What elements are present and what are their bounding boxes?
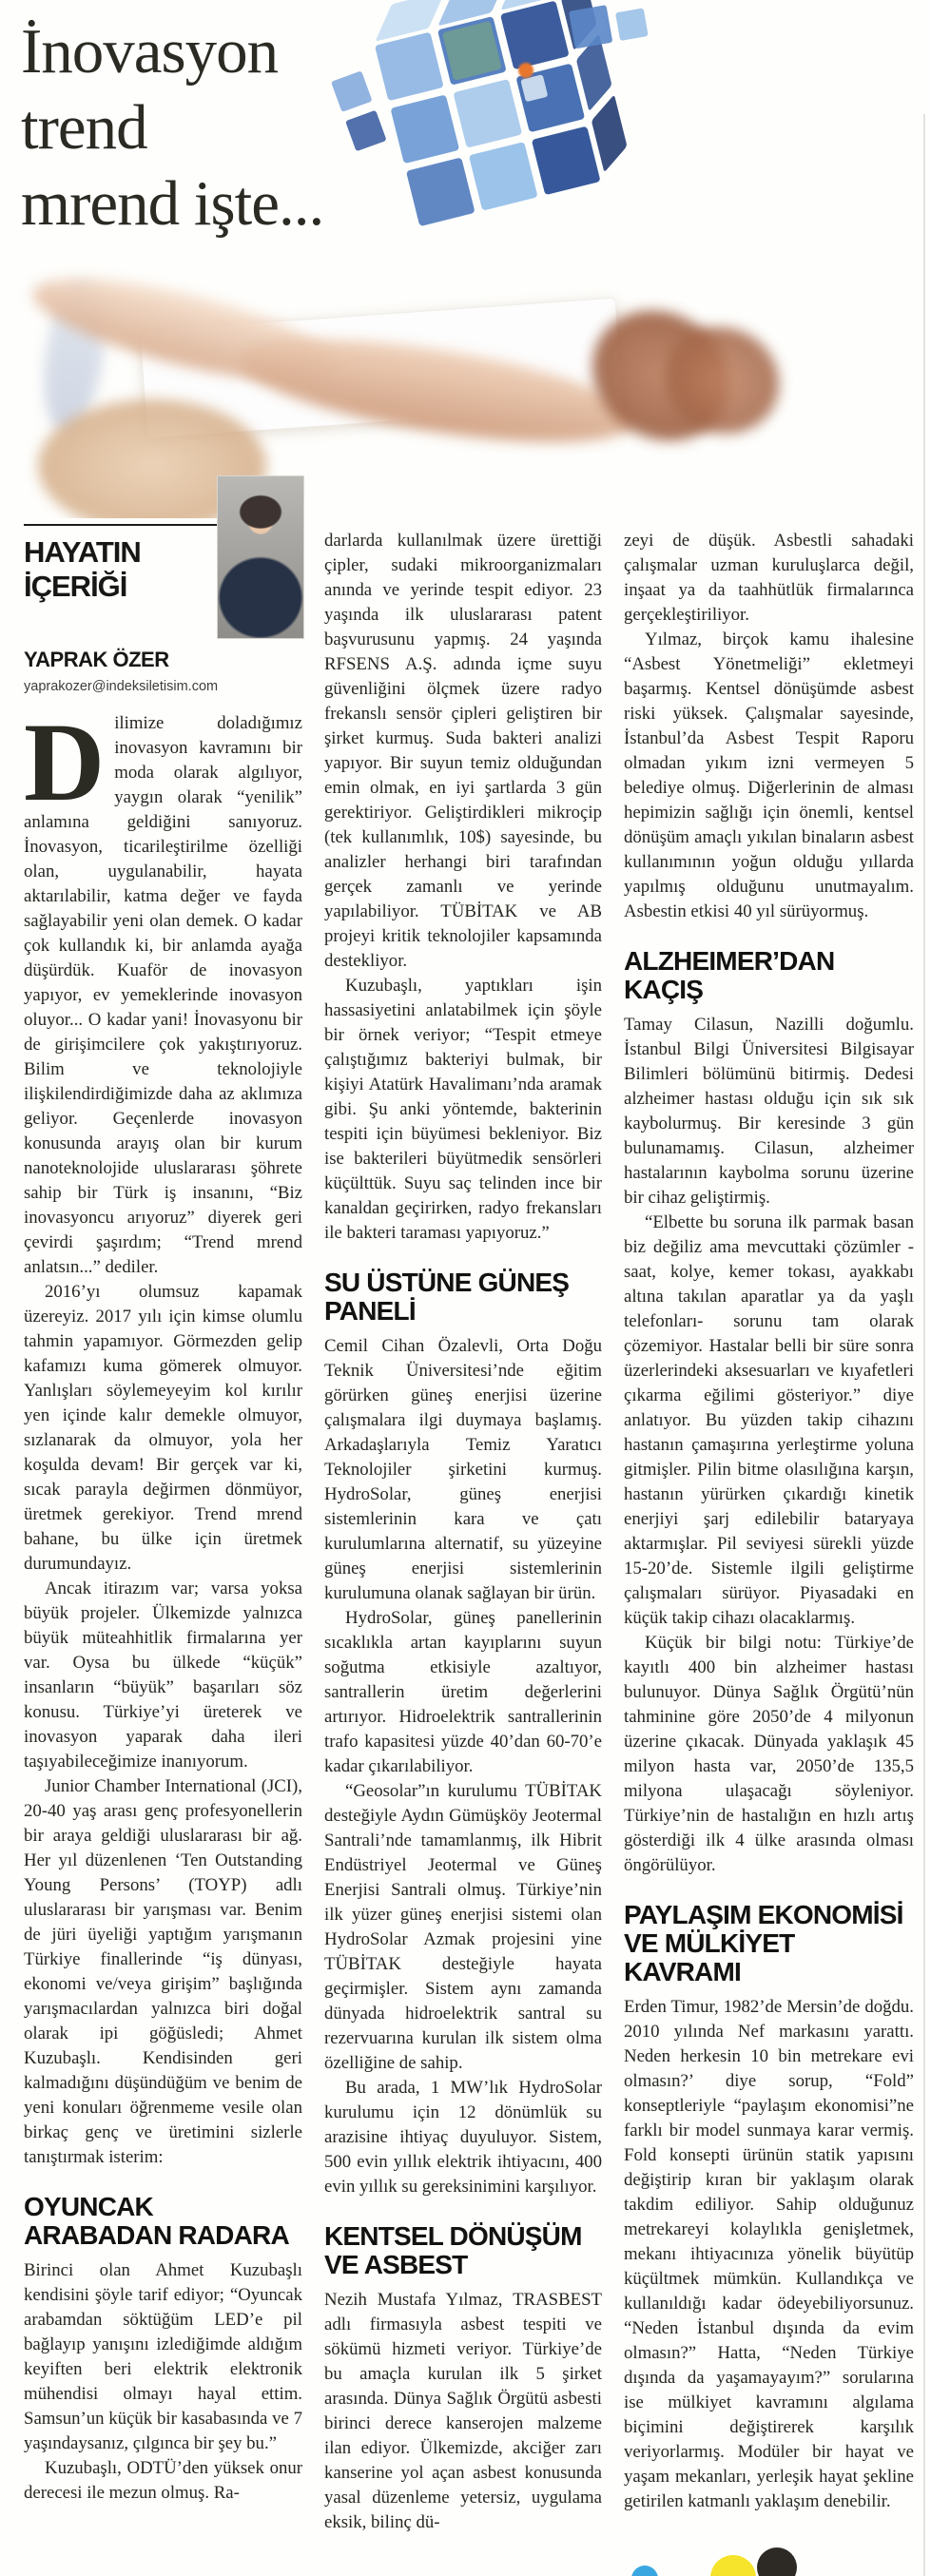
section-heading-paylasim: PAYLAŞIM EKONOMİSİ VE MÜLKİYET KAVRAMI [624, 1900, 903, 1986]
section-heading-gunes-paneli: SU ÜSTÜNE GÜNEŞ PANELİ [324, 1268, 570, 1326]
paragraph: Erden Timur, 1982’de Mersin’de doğdu. 2010 yılında Nef markasını yarattı. Neden herkesin 10 bin metrekare evi olmasın?’ diye sorup, “Fold” konseptleriyle “paylaşım ekonomisi”ne farklı bir model sunmaya karar vermiş. Fold konsepti ürünün statik yapısını değiştirip kıran bir yaklaşım olarak takdim ediliyor. Sahip olduğunuz metrekareyi kolaylıkla genişletmek, mekanı ihtiyacınıza yönelik büyütüp küçültmek mümkün. Kullandıkça ve kullanıldığı kadar ödeyebiliyorsunuz. “Neden İstanbul dışında da evim olmasın?” Hatta, “Neden Türkiye dışında da yaşamayayım?” sorularına ise mülkiyet kavramını algılama biçimini değiştirerek karşılık veriyorlarmış. Modüler bir hayat ve yaşam mekanları, yerleşik hayat şekline getirilen katmanlı yaklaşım denebilir. [624, 1997, 914, 2511]
paragraph: Yılmaz, birçok kamu ihalesine “Asbest Yönetmeliği” ekletmeyi başarmış. Kentsel dönüşümde asbest riski yüksek. Çalışmalar sayesinde, İstanbul’da Asbest Tespit Raporu olmadan yıkım izni vermeyen 5 belediye olmuş. Diğerlerinin de alması hepimizin sağlığı için önemli, kentsel dönüşüm amaçlı yıkılan binaların asbest kullanımının yoğun olduğu yıllarda yapılmış olduğunu unutmayalım. Asbestin etkisi 40 yıl sürüyormuş. [624, 629, 914, 921]
author-email: yaprakozer@indeksiletisim.com [24, 679, 219, 694]
paragraph: Ancak itirazım var; varsa yoksa büyük projeler. Ülkemizde yalnızca büyük müteahhitlik firmalarına yer var. Oysa bu ülkede “küçük” insanların “büyük” başarıları söz konusu. Türkiye’yi üreterek ve inovasyon yaparak daha ileri taşıyabileceğimize inanıyorum. [24, 1579, 302, 1772]
column-section-title [24, 535, 214, 604]
paragraph: darlarda kullanılmak üzere ürettiği çipler, sudaki mikroorganizmaları anında ve yerinde tespit ediyor. 23 yaşında ilk uluslararası patent başvurusunu yapmış. 24 yaşında RFSENS A.Ş. adında içme suyu güvenliğini ölçmek üzere radyo frekanslı sensör çipleri geliştiren bir şirket kurmuş. Suda bakteri analizi yapıyor. Bir suyun temiz olduğundan emin olmak, en iyi şartlarda 3 gün gerektiriyor. Geliştirdikleri mikroçip (tek kullanımlık, 10$) sayesinde, bu analizler herhangi biri tarafından gerçek zamanlı ve yerinde yapılabiliyor. TÜBİTAK ve AB projeyi kritik teknolojiler kapsamında destekliyor. [324, 531, 602, 971]
paragraph: Dilimize doladığımız inovasyon kavramını bir moda olarak algılıyor, yaygın olarak “yenilik” anlamına geldiğini sanıyoruz. İnovasyon, ticarileştirilme özelliği olan, uygulanabilir, hayata aktarılabilir, katma değer ve fayda sağlayabilir yeni olan demek. O kadar çok kullandık ki, bir anlamda ayağa düşürdük. Kuaför de inovasyon yapıyor, ev yemeklerinde inovasyon oluyor... O kadar yani! İnovasyonu bir de girişimcilere çok yakıştırıyoruz. Bilim ve teknolojiyle ilişkilendirdiğimizde daha az aklımıza geliyor. Geçenlerde inovasyon konusunda arayış olan bir kurum nanoteknolojide uluslararası şöhrete sahip bir Türk iş insanını, “Biz inovasyoncu arıyoruz” diyerek geri çevirdi şaşırdım; “Trend mrend anlatsın...” dediler. [24, 711, 302, 1277]
paragraph: zeyi de düşük. Asbestli sahadaki çalışmalar uzman kuruluşlarca değil, inşaat ya da taahhütlük firmalarınca gerçekleştiriliyor. [624, 531, 914, 625]
paragraph: Kuzubaşlı, ODTÜ’den yüksek onur derecesi ile mezun olmuş. Ra- [24, 2458, 302, 2503]
section-heading-asbest: KENTSEL DÖNÜŞÜM VE ASBEST [324, 2221, 582, 2279]
paragraph: Tamay Cilasun, Nazilli doğumlu. İstanbul Bilgi Üniversitesi Bilgisayar Bilimleri bölümünü bitirmiş. Dedesi alzheimer hastası olduğu için sık sık kaybolurmuş. Bir keresinde 3 gün bulunamamış. Cilasun, alzheimer hastalarının kaybolma sorunu üzerine bir cihaz geliştirmiş. [624, 1015, 914, 1208]
section-title-line: İÇERİĞİ [24, 570, 127, 603]
paragraph: “Geosolar”ın kurulumu TÜBİTAK desteğiyle Aydın Gümüşköy Jeotermal Santrali’nde tamamlanmış, ilk Hibrit Endüstriyel Jeotermal ve Güneş Enerjisi Santrali olmuş. Türkiye’nin ilk yüzer güneş enerjisi sistemi olan HydroSolar Azmak projesini yine TÜBİTAK desteğiyle hayata geçirmişler. Sistem aynı zamanda dünyada hidroelektrik santral su rezervuarına kurulan ilk sistem olma özelliğine de sahip. [324, 1781, 602, 2073]
headline-line: mrend işte... [21, 168, 324, 239]
article-column-3 [624, 529, 914, 2576]
article-column-2 [324, 529, 602, 2576]
paragraph: Cemil Cihan Özalevli, Orta Doğu Teknik Üniversitesi’nde eğitim görürken güneş enerjisi üzerine çalışmalara ilgi duymaya başlamış. Arkadaşlarıyla Temiz Yaratıcı Teknolojiler şirketini kurmuş. HydroSolar, güneş enerjisi sistemlerinin kara ve çatı kurulumlarına alternatif, su yüzeyine güneş enerjisi sistemlerinin kurulumuna olanak sağlayan bir ürün. [324, 1336, 602, 1603]
section-heading-radar: OYUNCAK ARABADAN RADARA [24, 2192, 289, 2250]
page-fold-edge [923, 114, 925, 2576]
paragraph: Küçük bir bilgi notu: Türkiye’de kayıtlı 400 bin alzheimer hastası bulunuyor. Dünya Sağlık Örgütü’nün tahminine göre 2050’de 4 milyonun üzerine çıkacak. Dünyada yaklaşık 45 milyon hasta var, 2050’de 135,5 milyona ulaşacağı söyleniyor. Türkiye’nin de hastalığın en hızlı artış gösterdiği ilk 4 ülke arasında olması öngörülüyor. [624, 1633, 914, 1875]
paragraph: Kuzubaşlı, yaptıkları işin hassasiyetini anlatabilmek için şöyle bir örnek veriyor; “Tespit etmeye çalıştığımız bakteriyi bulmak, bir kişiyi Atatürk Havalimanı’nda aramak gibi. Şu anki yöntemde, bakterinin tespiti için büyümesi bekleniyor. Biz ise bakterileri büyütmedik sensörleri küçülttük. Suyu saç telinden ince bir kanaldan geçirirken, radyo frekansları ile bakteri taraması yapıyoruz.” [324, 976, 602, 1243]
article-column-1 [24, 711, 302, 2576]
paragraph: Bu arada, 1 MW’lık HydroSolar kurulumu için 12 dönümlük su arazisine ihtiyaç duyuluyor. Sistem, 500 evin yıllık elektrik ihtiyacını, 400 evin yıllık su gereksinimini karşılıyor. [324, 2078, 602, 2197]
author-name: YAPRAK ÖZER [24, 648, 169, 671]
paragraph: 2016’yı olumsuz kapamak üzereyiz. 2017 yılı için kimse olumlu tahmin yapamıyor. Görmezden gelip kafamızı kuma gömerek olmuyor. Yanlışları söylemeyeyim kol kırılır yen içinde kalır demekle olmuyor, sızlanarak da olmuyor, yola her koşulda devam! Bir gerçek var ki, sıcak parayla değirmen dönmüyor, üretmek gerekiyor. Trend mrend bahane, bu ülke için üretmek durumundayız. [24, 1282, 302, 1574]
paragraph: “Elbette bu soruna ilk parmak basan biz değiliz ama mevcuttaki çözümler -saat, kolye, kemer tokası, ayakkabı altına takılan aparatlar ya da yaşlı telefonları- sorunu tam olarak çözemiyor. Hastalar belli bir süre sonra üzerlerindeki aksesuarları ve kıyafetleri çıkarma eğilimi gösteriyor.” diye anlatıyor. Bu yüzden takip cihazını hastanın çamaşırına yerleştirme yoluna gitmişler. Pilin bitme olasılığına karşın, hastanın yürürken çıkardığı kinetik enerjiyi şarj edilebilir bataryaya aktarmışlar. Pil seviyesi sürekli yüzde 15-20’de. Sistemle ilgili geliştirme çalışmaları sürüyor. Piyasadaki en küçük takip cihazı olacaklarmış. [624, 1212, 914, 1628]
page-title [21, 13, 401, 242]
headline-line: trend [21, 92, 147, 163]
orange-highlight-dot [518, 63, 533, 78]
section-heading-alzheimer: ALZHEIMER’DAN KAÇIŞ [624, 946, 835, 1004]
section-title-line: HAYATIN [24, 535, 141, 569]
paragraph: HydroSolar, güneş panellerinin sıcaklıkla artan kayıplarını suyun soğutma etkisiyle azaltıyor, santrallerin üretim değerlerini artırıyor. Hidroelektrik santrallerinin trafo kapasitesi yüzde 40’dan 60-70’e kadar çıkarılabiliyor. [324, 1608, 602, 1776]
headline-line: İnovasyon [21, 16, 279, 87]
paragraph: Nezih Mustafa Yılmaz, TRASBEST adlı firmasıyla asbest tespiti ve sökümü hizmeti veriyor. Türkiye’de bu amaçla kurulan ilk 5 şirket arasında. Dünya Sağlık Örgütü asbesti birinci derece kanserojen malzeme ilan ediyor. Ülkemizde, akciğer zarı kanserine yol açan asbest konusunda yasal düzenleme yetersiz, uygulama eksik, bilinç dü- [324, 2290, 602, 2532]
drop-cap: D [24, 711, 106, 824]
paragraph: Birinci olan Ahmet Kuzubaşlı kendisini şöyle tarif ediyor; “Oyuncak arabamdan söktüğüm LED’e pil bağlayıp yanışını izlediğimde aldığım keyiften beri elektrik elektronik mühendisi olmayı hayal ettim. Samsun’un küçük bir kasabasında ve 7 yaşındaysanız, çılgınca bir şey bu.” [24, 2260, 302, 2453]
paragraph: Junior Chamber International (JCI), 20-40 yaş arası genç profesyonellerin bir araya geldiği uluslararası bir ağ. Her yıl düzenlenen ‘Ten Outstanding Young Persons’ (TOYP) adlı uluslararası bir yarışması var. Benim de jüri üyeliği yaptığım yarışmanın Türkiye finallerinde “iş dünyası, ekonomi ve/veya girişim” başlığında yarışmacılardan yalnızca biri doğal olarak ipi göğüsledi; Ahmet Kuzubaşlı. Kendisinden geri kalmadığını düşündüğüm ve benim de yeni konuları öğrenmeme vesile olan birkaç genç ve üretimini sizlerle tanıştırmak isterim: [24, 1776, 302, 2167]
author-photo [217, 475, 304, 639]
